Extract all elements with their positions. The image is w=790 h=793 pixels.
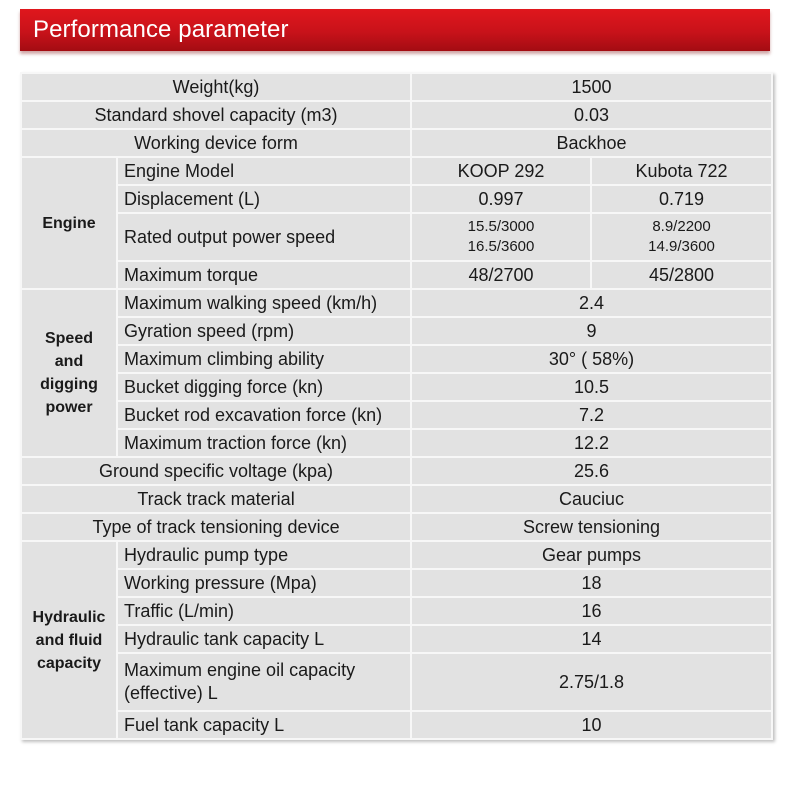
row-label: Hydraulic tank capacity L [117,625,411,653]
table-row [21,625,772,653]
value-line: 8.9/2200 [652,218,711,235]
row-value: Gear pumps [411,541,772,569]
table-row [21,457,772,485]
row-value: 0.03 [411,101,772,129]
row-value: 30° ( 58%) [411,345,772,373]
table-row [21,157,772,185]
row-value: 48/2700 [411,261,591,289]
table-row [21,289,772,317]
row-value: 45/2800 [591,261,772,289]
row-value: Kubota 722 [591,157,772,185]
row-value: 25.6 [411,457,772,485]
table-row [21,513,772,541]
table-row [21,101,772,129]
row-label: Bucket digging force (kn) [117,373,411,401]
table-row [21,429,772,457]
row-label: Maximum traction force (kn) [117,429,411,457]
row-label: Displacement (L) [117,185,411,213]
table-row [21,485,772,513]
row-value: 18 [411,569,772,597]
table-row [21,373,772,401]
row-value: 0.719 [591,185,772,213]
row-label: Rated output power speed [117,213,411,261]
row-value: Cauciuc [411,485,772,513]
row-value: 10 [411,711,772,739]
row-label: Fuel tank capacity L [117,711,411,739]
row-label: Maximum climbing ability [117,345,411,373]
value-line: 15.5/3000 [467,218,535,235]
row-value: 1500 [411,73,772,101]
row-label: Maximum engine oil capacity (effective) L [117,653,411,711]
row-label: Traffic (L/min) [117,597,411,625]
row-value: KOOP 292 [411,157,591,185]
group-label-speed: Speed and digging power [21,289,117,457]
row-label: Weight(kg) [21,73,411,101]
row-label: Gyration speed (rpm) [117,317,411,345]
row-value: 0.997 [411,185,591,213]
performance-table [20,72,773,740]
row-label: Maximum torque [117,261,411,289]
row-label: Type of track tensioning device [21,513,411,541]
page-title: Performance parameter [33,16,289,43]
table-row [21,711,772,739]
table-row [21,653,772,711]
table-row [21,185,772,213]
group-label-hydraulic: Hydraulic and fluid capacity [21,541,117,739]
row-label: Bucket rod excavation force (kn) [117,401,411,429]
table-row [21,541,772,569]
row-label: Working pressure (Mpa) [117,569,411,597]
table-row [21,261,772,289]
row-label: Track track material [21,485,411,513]
value-line: 14.9/3600 [648,238,715,255]
table-row [21,129,772,157]
table-row [21,597,772,625]
row-value: 10.5 [411,373,772,401]
row-value [591,213,772,261]
row-label: Ground specific voltage (kpa) [21,457,411,485]
row-label: Standard shovel capacity (m3) [21,101,411,129]
row-label: Engine Model [117,157,411,185]
row-value: 16 [411,597,772,625]
row-value: Screw tensioning [411,513,772,541]
table-row [21,213,772,261]
header-banner [20,9,770,51]
row-value: 14 [411,625,772,653]
table-row [21,73,772,101]
table-row [21,345,772,373]
row-value: Backhoe [411,129,772,157]
table-row [21,401,772,429]
value-line: 16.5/3600 [467,238,535,255]
row-value: 2.4 [411,289,772,317]
row-label: Working device form [21,129,411,157]
row-value: 7.2 [411,401,772,429]
row-label: Hydraulic pump type [117,541,411,569]
row-value: 9 [411,317,772,345]
row-label: Maximum walking speed (km/h) [117,289,411,317]
row-value [411,213,591,261]
row-value: 2.75/1.8 [411,653,772,711]
group-label-engine: Engine [21,157,117,289]
table-row [21,569,772,597]
table-row [21,317,772,345]
row-value: 12.2 [411,429,772,457]
